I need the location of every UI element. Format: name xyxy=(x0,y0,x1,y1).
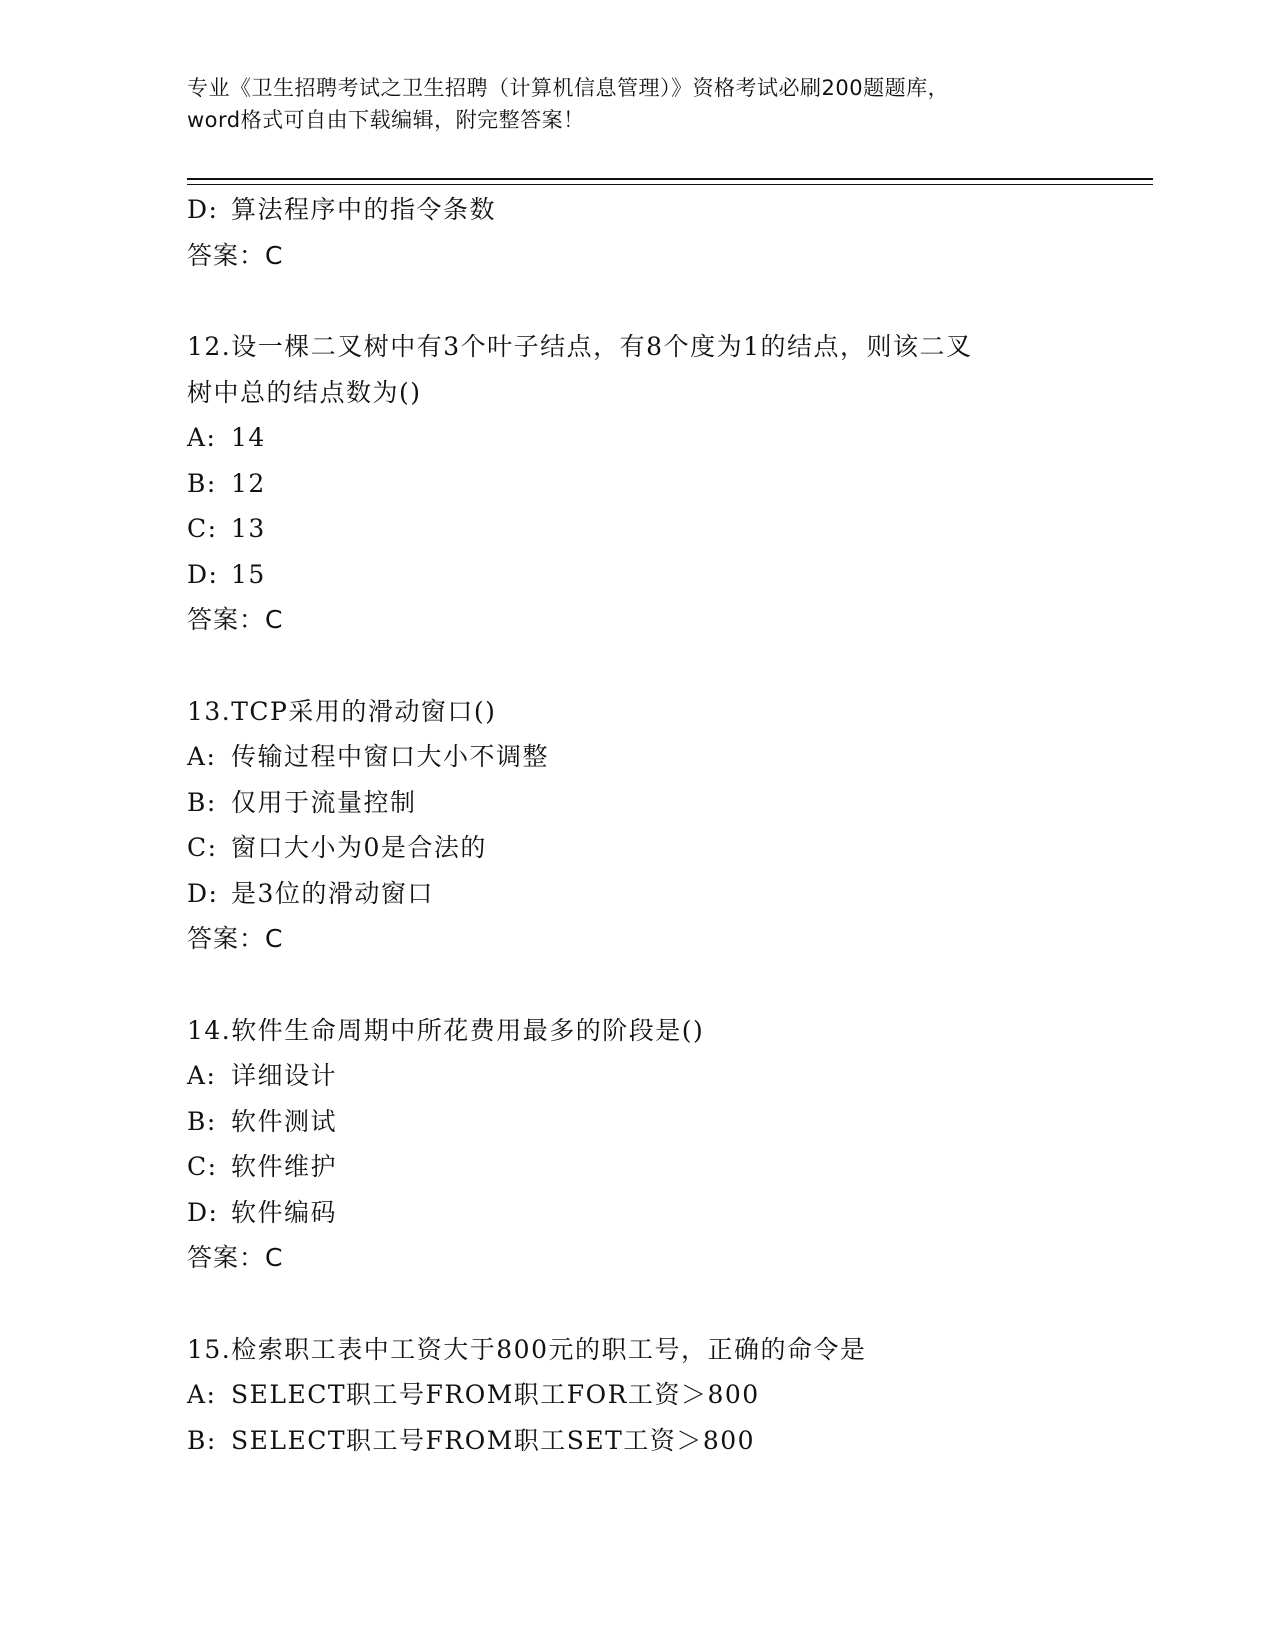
answer-value: C xyxy=(265,240,284,270)
option-key: B: xyxy=(187,1106,217,1136)
q13-option-d xyxy=(187,871,1147,917)
option-key: D: xyxy=(187,878,219,908)
option-text: 12 xyxy=(231,468,266,498)
answer-label: 答案： xyxy=(187,1243,266,1272)
q15-stem: 15.检索职工表中工资大于800元的职工号，正确的命令是 xyxy=(187,1334,867,1364)
option-text: 详细设计 xyxy=(231,1061,338,1090)
q15-option-a xyxy=(187,1372,1147,1418)
option-key: C: xyxy=(187,1152,218,1181)
q14-option-a xyxy=(187,1053,1147,1099)
answer-label: 答案： xyxy=(187,924,266,953)
q13-option-c xyxy=(187,825,1147,871)
q12-answer xyxy=(187,597,1147,643)
header-rule-thick xyxy=(187,178,1153,180)
q11-answer xyxy=(187,233,1147,279)
option-text: SELECT职工号FROM职工FOR工资＞800 xyxy=(231,1380,760,1409)
answer-value: C xyxy=(265,924,284,953)
option-key: A: xyxy=(187,1380,217,1409)
q12-option-a xyxy=(187,415,1147,461)
option-key: C: xyxy=(187,514,218,543)
option-text: 窗口大小为0是合法的 xyxy=(231,833,487,862)
option-key: A: xyxy=(187,423,217,452)
option-text: 14 xyxy=(231,423,266,452)
q14-option-c xyxy=(187,1144,1147,1190)
option-text: 仅用于流量控制 xyxy=(231,787,417,817)
q12-option-c xyxy=(187,506,1147,552)
option-text: 算法程序中的指令条数 xyxy=(231,195,497,224)
option-key: B: xyxy=(187,1425,217,1455)
option-key: A: xyxy=(187,1061,217,1090)
answer-value: C xyxy=(265,1243,284,1272)
q13-option-a xyxy=(187,734,1147,780)
answer-label: 答案： xyxy=(187,605,266,634)
header-rule-thin xyxy=(187,184,1153,185)
option-key: B: xyxy=(187,787,217,817)
q13-stem: 13.TCP采用的滑动窗口() xyxy=(187,696,497,726)
q12-option-b xyxy=(187,461,1147,507)
option-key: C: xyxy=(187,833,218,862)
page-header xyxy=(187,72,1087,136)
option-text: SELECT职工号FROM职工SET工资＞800 xyxy=(231,1425,756,1455)
option-key: B: xyxy=(187,468,217,498)
q12-option-d xyxy=(187,552,1147,598)
q14-stem: 14.软件生命周期中所花费用最多的阶段是() xyxy=(187,1015,705,1045)
option-text: 传输过程中窗口大小不调整 xyxy=(231,742,550,771)
option-key: D: xyxy=(187,195,219,224)
option-key: D: xyxy=(187,1197,219,1227)
answer-value: C xyxy=(265,605,284,634)
q14-answer xyxy=(187,1235,1147,1281)
option-text: 是3位的滑动窗口 xyxy=(231,878,434,908)
q14-option-d xyxy=(187,1190,1147,1236)
q12-stem-line-1: 12.设一棵二叉树中有3个叶子结点，有8个度为1的结点，则该二叉 xyxy=(187,332,973,361)
header-line-2: word格式可自由下载编辑，附完整答案！ xyxy=(187,108,585,132)
option-key: A: xyxy=(187,742,217,771)
option-text: 13 xyxy=(231,514,266,543)
q12-stem-line-2: 树中总的结点数为() xyxy=(187,377,422,407)
option-text: 软件维护 xyxy=(231,1152,338,1181)
q13-option-b xyxy=(187,780,1147,826)
q14-option-b xyxy=(187,1099,1147,1145)
answer-label: 答案： xyxy=(187,240,266,270)
option-text: 软件测试 xyxy=(231,1106,338,1136)
option-text: 15 xyxy=(231,559,266,589)
q15-option-b xyxy=(187,1418,1147,1464)
header-line-1: 专业《卫生招聘考试之卫生招聘（计算机信息管理）》资格考试必刷200题题库， xyxy=(187,76,950,100)
q13-answer xyxy=(187,916,1147,962)
q11-option-d xyxy=(187,187,1147,233)
question-list xyxy=(187,187,1147,1463)
option-key: D: xyxy=(187,559,219,589)
option-text: 软件编码 xyxy=(231,1197,338,1227)
